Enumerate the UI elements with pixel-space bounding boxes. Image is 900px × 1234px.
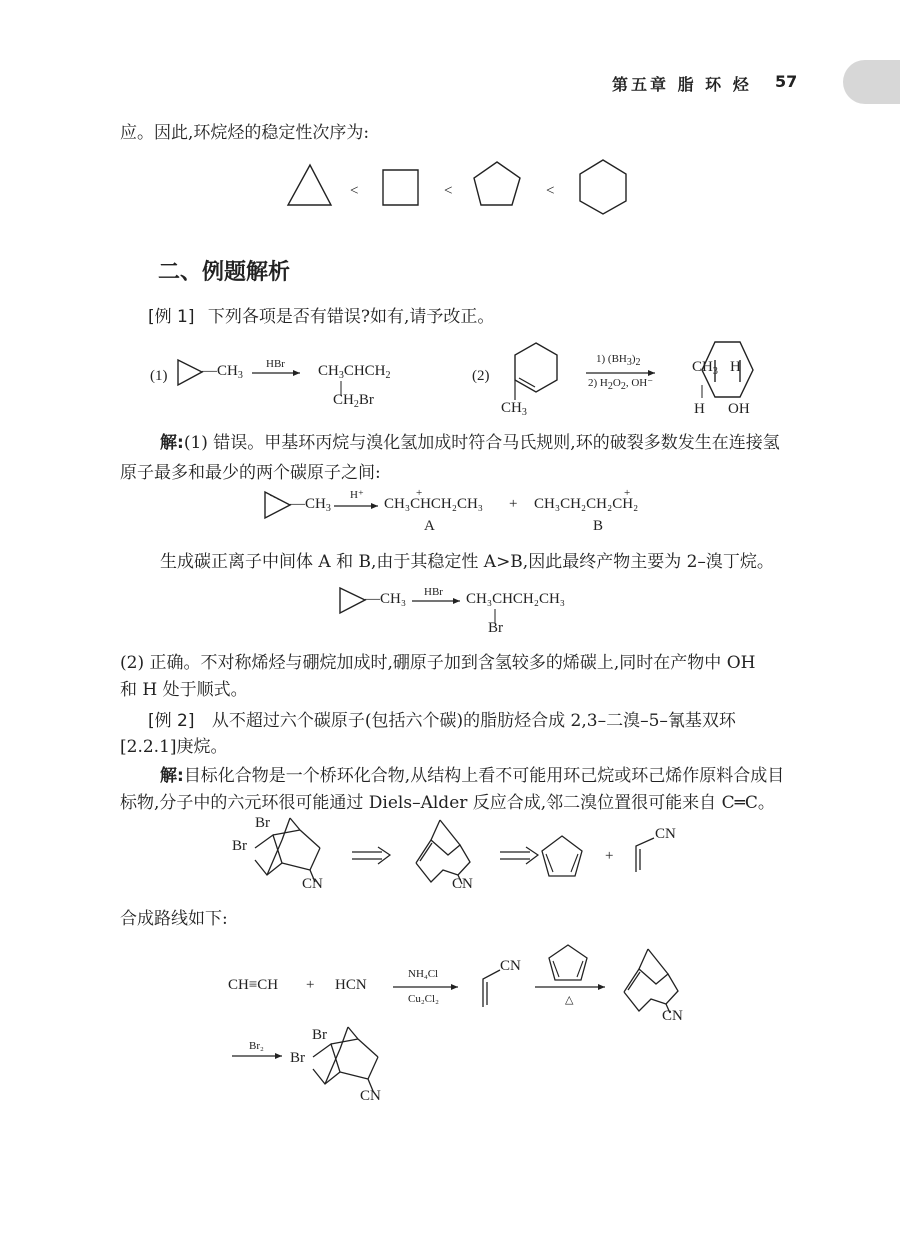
example-1-question: 下列各项是否有错误?如有,请予改正。 bbox=[207, 307, 495, 327]
page-number: 57 bbox=[775, 72, 798, 91]
route-cyclopentadiene bbox=[549, 945, 587, 980]
less-than-1: < bbox=[350, 183, 359, 199]
eq1-prod-h-top: H bbox=[730, 359, 741, 375]
eq2-reagent: H⁺ bbox=[350, 489, 364, 501]
eq3-product: CH₃CHCH₂CH₃ bbox=[466, 591, 566, 607]
eq2-product-b: CH₃CH₂CH₂CH₂ bbox=[534, 496, 639, 512]
eq1-sub-ch3: $CH_3$ bbox=[501, 400, 527, 418]
eq2-plus: + bbox=[509, 496, 518, 512]
retro-cn-2: CN bbox=[452, 876, 473, 892]
route-br2-reagent: Br₂ bbox=[249, 1040, 264, 1052]
section-title: 二、例题解析 bbox=[158, 260, 291, 285]
eq1-reagent-a: 1) $(BH_3)_2$ bbox=[596, 353, 641, 368]
eq2-label-b: B bbox=[593, 518, 604, 534]
eq1-num2: (2) bbox=[472, 368, 490, 384]
route-plus: + bbox=[306, 977, 315, 993]
less-than-3: < bbox=[546, 183, 555, 199]
eq2-label-a: A bbox=[424, 518, 435, 534]
eq1-product-branch: $CH_2Br$ bbox=[333, 392, 374, 410]
retro-br-2: Br bbox=[232, 838, 247, 854]
eq3-reagent: HBr bbox=[424, 586, 443, 598]
eq1-ch3: $—CH_3$ bbox=[202, 363, 243, 381]
eq2-product-a: CH₃CHCH₂CH₃ bbox=[384, 496, 484, 512]
route-acrylonitrile bbox=[483, 970, 500, 1007]
retro-plus: + bbox=[605, 848, 614, 864]
eq3-ch3: —CH₃ bbox=[365, 591, 407, 607]
route-cn-3: CN bbox=[360, 1088, 381, 1104]
route-catalyst-1: NH₄Cl bbox=[408, 968, 439, 980]
route-hcn: HCN bbox=[335, 977, 367, 993]
less-than-2: < bbox=[444, 183, 453, 199]
eq2-cation-a: + bbox=[416, 487, 423, 499]
route-catalyst-2: Cu₂Cl₂ bbox=[408, 993, 439, 1005]
retro-cn-3: CN bbox=[655, 826, 676, 842]
route-cn-2: CN bbox=[662, 1008, 683, 1024]
eq1-reagent-b: 2) $H_2O_2$, OH⁻ bbox=[588, 377, 654, 392]
eq2-ch3: $—CH_3$ bbox=[290, 496, 331, 514]
paragraph-stability: 生成碳正离子中间体 A 和 B,由于其稳定性 A>B,因此最终产物主要为 2–溴丁烷。 bbox=[160, 552, 774, 572]
eq1-num1: (1) bbox=[150, 368, 168, 384]
route-norbornene bbox=[624, 949, 678, 1013]
eq1-reagent: HBr bbox=[266, 358, 285, 370]
example-1-label: [例 1] bbox=[148, 307, 195, 327]
eq1-prod-ch3: $CH_3$ bbox=[692, 359, 718, 377]
example-2-line2: [2.2.1]庚烷。 bbox=[120, 737, 228, 757]
eq1-prod-h-bottom: H bbox=[694, 401, 705, 417]
answer-1-line1: 解:(1) 错误。甲基环丙烷与溴化氢加成时符合马氏规则,环的破裂多数发生在连接氢 bbox=[160, 433, 780, 453]
route-cn-1: CN bbox=[500, 958, 521, 974]
answer-2-line1: 解:目标化合物是一个桥环化合物,从结构上看不可能用环己烷或环己烯作原料合成目 bbox=[160, 766, 785, 786]
route-delta: △ bbox=[565, 994, 574, 1006]
eq1-prod-oh: OH bbox=[728, 401, 750, 417]
chapter-header: 第五章 脂 环 烃 bbox=[612, 75, 752, 94]
eq1-product-main: $CH_3CHCH_2$ bbox=[318, 363, 391, 381]
stability-intro: 应。因此,环烷烃的稳定性次序为: bbox=[120, 123, 370, 143]
paragraph-correct-2: 和 H 处于顺式。 bbox=[120, 680, 248, 700]
example-2-label: [例 2] bbox=[148, 711, 195, 731]
retro-cn-1: CN bbox=[302, 876, 323, 892]
route-br-a: Br bbox=[312, 1027, 327, 1043]
eq2-cation-b: + bbox=[624, 487, 631, 499]
eq3-br: Br bbox=[488, 620, 503, 636]
route-br-b: Br bbox=[290, 1050, 305, 1066]
route-intro: 合成路线如下: bbox=[120, 909, 228, 929]
answer-2-label: 解: bbox=[160, 766, 184, 786]
answer-1-label: 解: bbox=[160, 433, 184, 453]
route-ethyne: CH≡CH bbox=[228, 977, 279, 993]
answer-1-line2: 原子最多和最少的两个碳原子之间: bbox=[120, 463, 381, 483]
example-2-line1: [例 2] 从不超过六个碳原子(包括六个碳)的脂肪烃合成 2,3–二溴–5–氰基双环 bbox=[148, 711, 736, 731]
answer-2-line2: 标物,分子中的六元环很可能通过 Diels–Alder 反应合成,邻二溴位置很可能来自 C═C。 bbox=[120, 793, 775, 813]
retro-br-1: Br bbox=[255, 815, 270, 831]
paragraph-correct-1: (2) 正确。不对称烯烃与硼烷加成时,硼原子加到含氢较多的烯碳上,同时在产物中 OH bbox=[120, 653, 756, 673]
